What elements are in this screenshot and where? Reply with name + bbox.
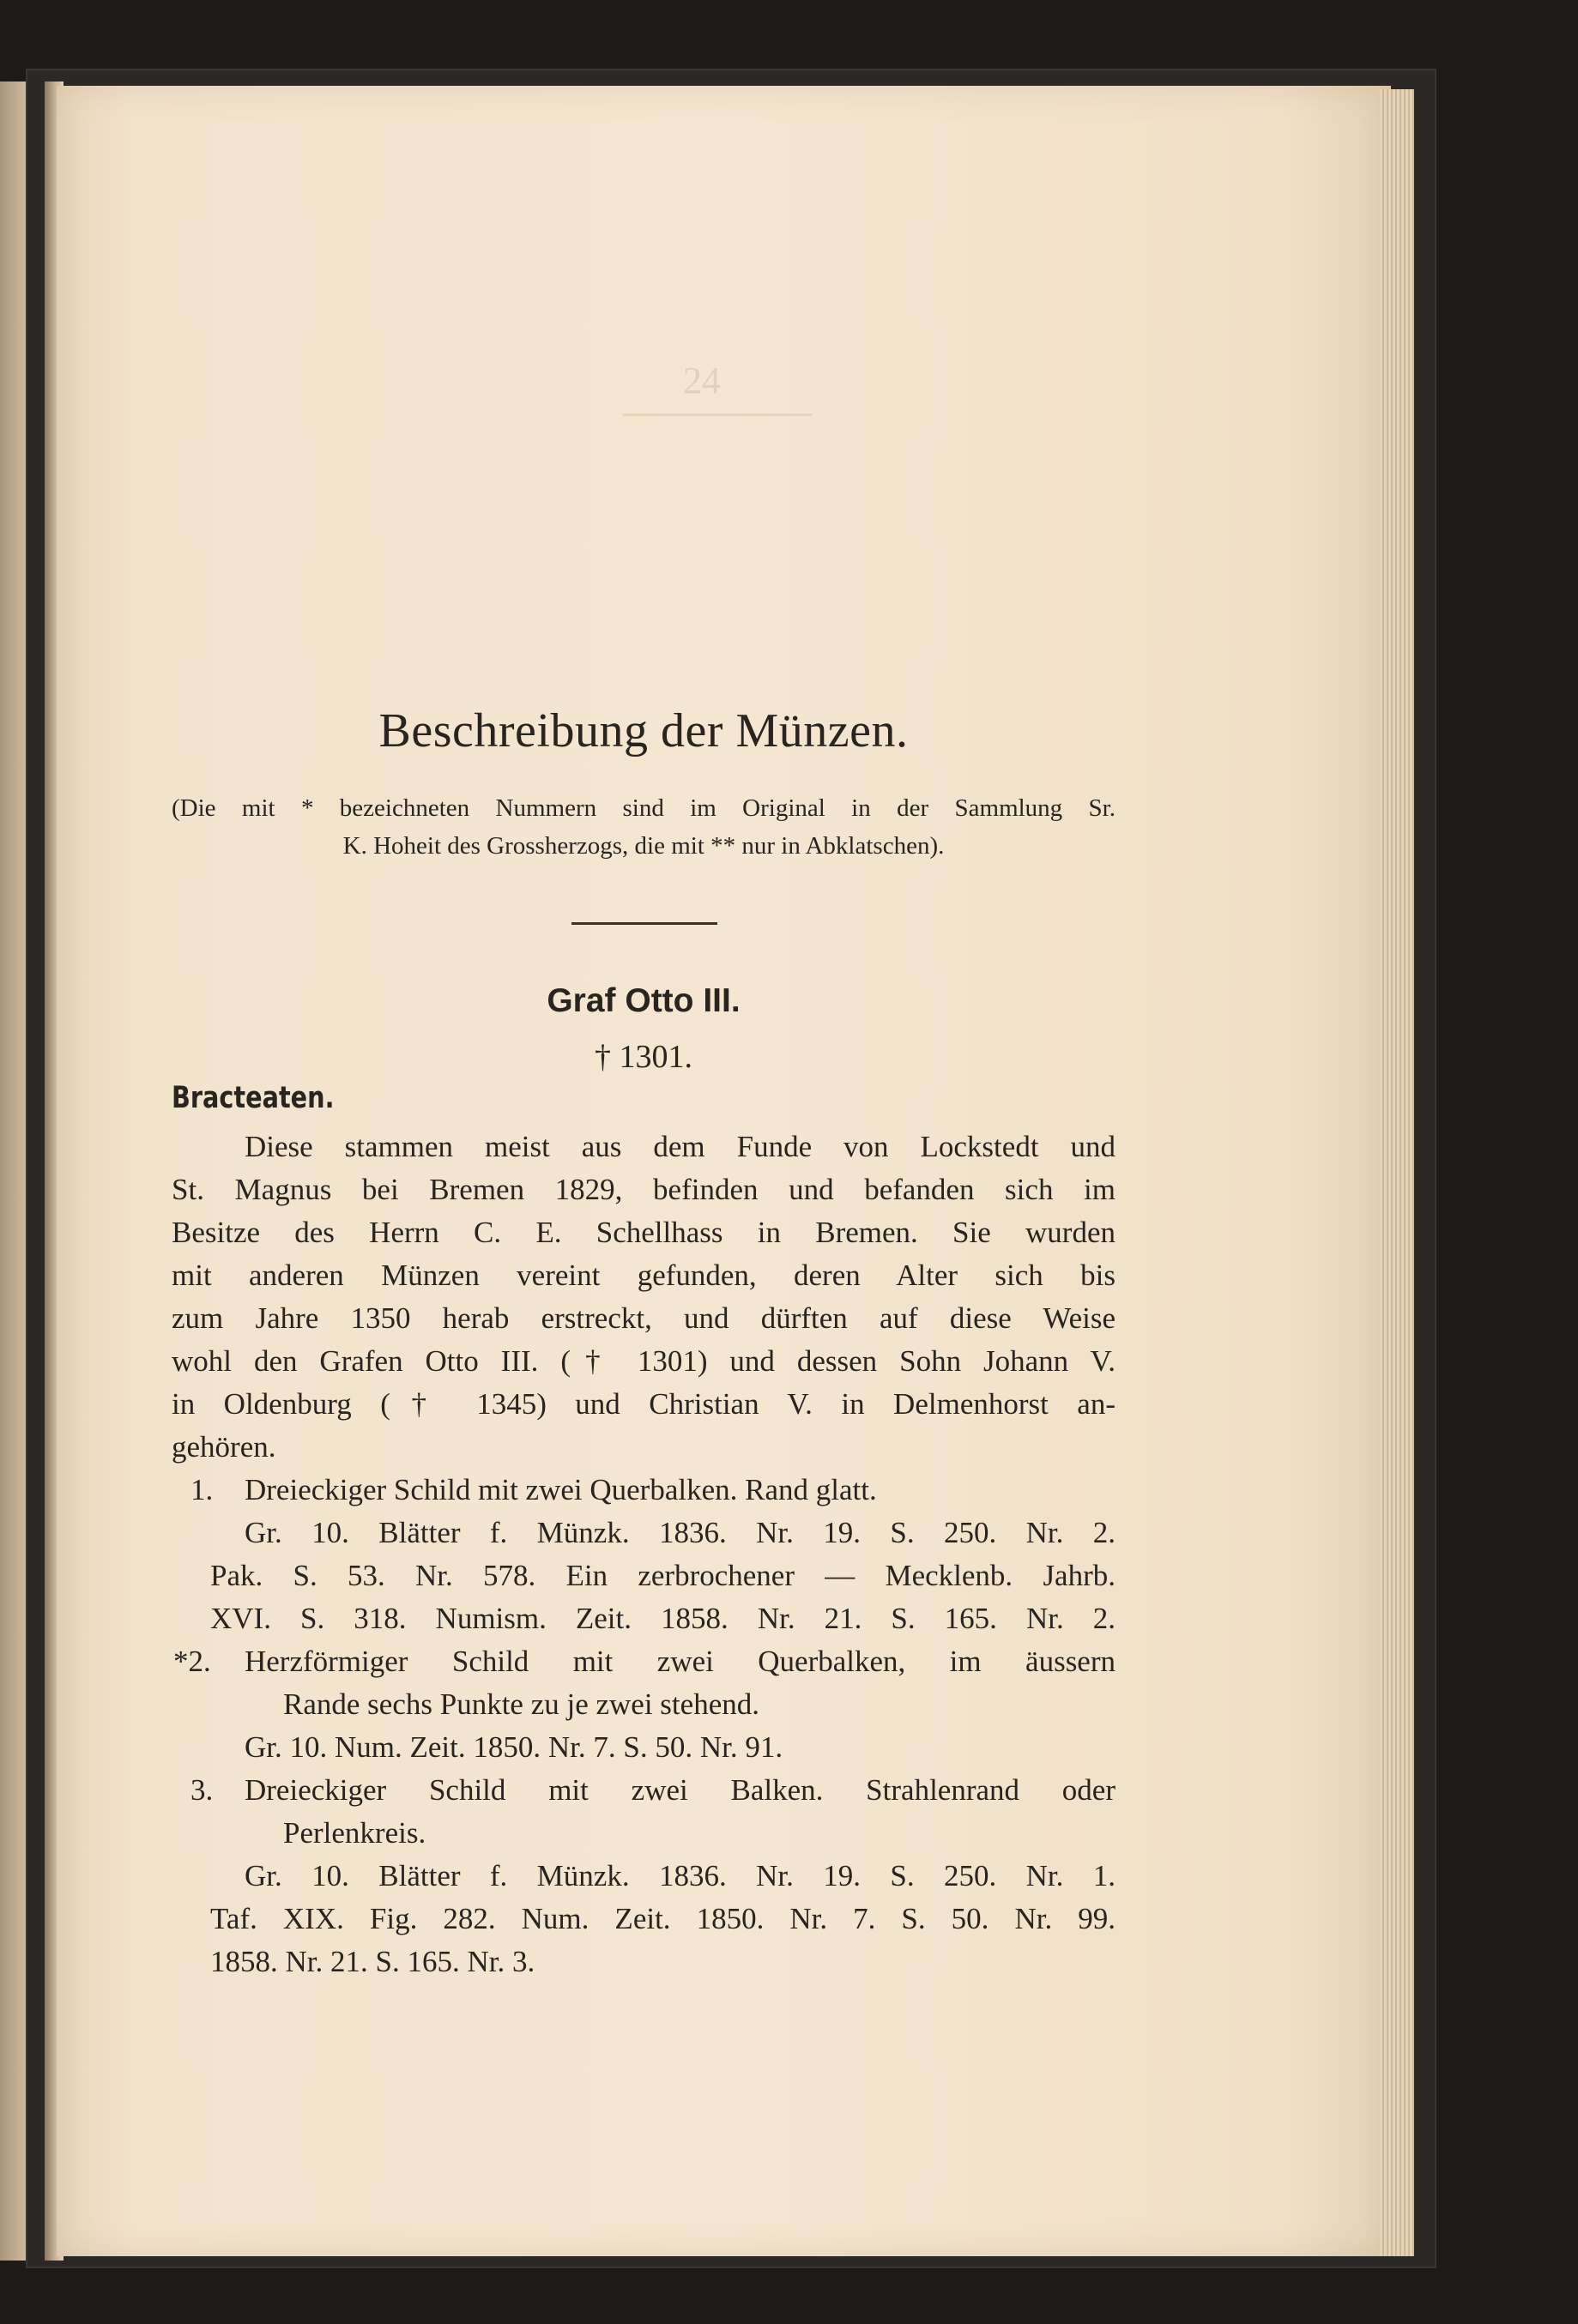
item-reference: Gr. 10. Blätter f. Münzk. 1836. Nr. 19. S. 250. Nr. 1. — [245, 1859, 1115, 1892]
section-title: Graf Otto III. — [547, 982, 741, 1019]
intro-line: gehören. — [172, 1430, 276, 1464]
item-number: 3. — [190, 1773, 214, 1807]
item-reference: XVI. S. 318. Numism. Zeit. 1858. Nr. 21. S. 165. Nr. 2. — [210, 1602, 1115, 1635]
item-description: Dreieckiger Schild mit zwei Balken. Strahlenrand oder — [245, 1773, 1115, 1807]
page-title: Beschreibung der Münzen. — [378, 704, 909, 758]
intro-line: Besitze des Herrn C. E. Schellhass in Bremen. Sie wurden — [172, 1216, 1115, 1249]
item-reference: 1858. Nr. 21. S. 165. Nr. 3. — [210, 1945, 535, 1978]
intro-line: St. Magnus bei Bremen 1829, befinden und befanden sich im — [172, 1173, 1115, 1206]
intro-line: zum Jahre 1350 herab erstreckt, und dürften auf diese Weise — [172, 1301, 1115, 1335]
item-description: Perlenkreis. — [283, 1816, 426, 1850]
intro-line: in Oldenburg († 1345) und Christian V. in Delmenhorst an- — [172, 1387, 1115, 1421]
intro-line: wohl den Grafen Otto III. († 1301) und dessen Sohn Johann V. — [172, 1344, 1115, 1378]
item-description: Rande sechs Punkte zu je zwei stehend. — [283, 1687, 759, 1721]
collection-note-line-1: (Die mit * bezeichneten Nummern sind im Original in der Sammlung Sr. — [172, 794, 1115, 822]
item-reference: Taf. XIX. Fig. 282. Num. Zeit. 1850. Nr. 7. S. 50. Nr. 99. — [210, 1902, 1115, 1935]
item-reference: Pak. S. 53. Nr. 578. Ein zerbrochener — Mecklenb. Jahrb. — [210, 1559, 1115, 1592]
section-death-year: † 1301. — [595, 1039, 692, 1075]
item-number: 1. — [190, 1473, 214, 1506]
item-description: Dreieckiger Schild mit zwei Querbalken. Rand glatt. — [245, 1473, 877, 1506]
item-reference: Gr. 10. Blätter f. Münzk. 1836. Nr. 19. S. 250. Nr. 2. — [245, 1516, 1115, 1549]
collection-note-line-2: K. Hoheit des Grossherzogs, die mit ** nur in Abklatschen). — [342, 832, 945, 860]
page-number-showthrough: 24 — [683, 359, 721, 401]
intro-line: Diese stammen meist aus dem Funde von Lockstedt und — [245, 1130, 1115, 1163]
item-description: Herzförmiger Schild mit zwei Querbalken, im äussern — [245, 1645, 1115, 1678]
intro-line: mit anderen Münzen vereint gefunden, deren Alter sich bis — [172, 1259, 1115, 1292]
item-reference: Gr. 10. Num. Zeit. 1850. Nr. 7. S. 50. Nr. 91. — [245, 1730, 783, 1764]
section-divider — [571, 922, 717, 925]
subheading: Bracteaten. — [172, 1081, 335, 1115]
item-number: *2. — [173, 1645, 211, 1678]
header-rule-showthrough — [623, 413, 812, 416]
page-stack-edges — [1380, 89, 1414, 2256]
